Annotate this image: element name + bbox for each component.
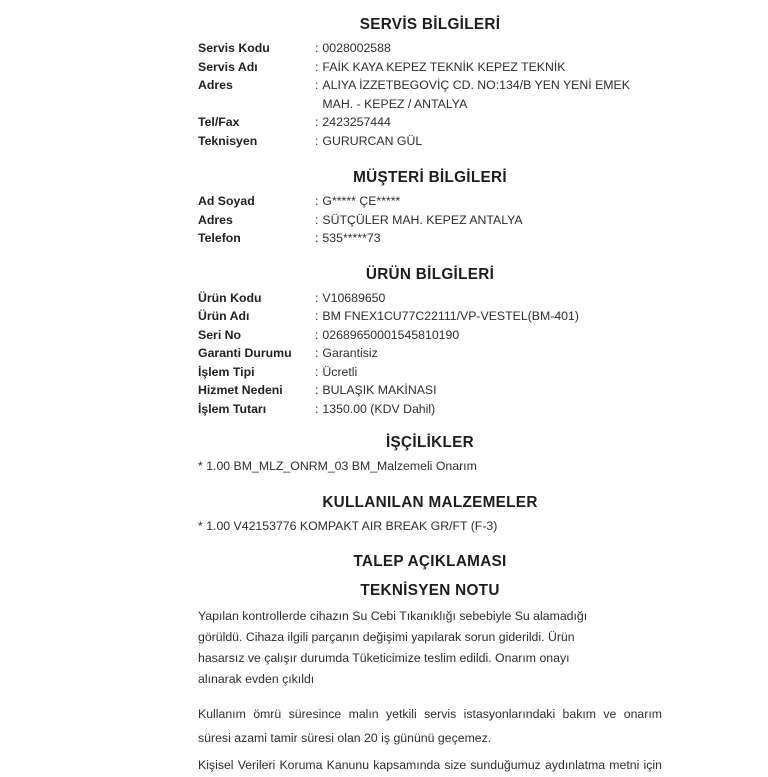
field-label: Ürün Adı	[198, 309, 250, 323]
colon-separator: :	[315, 59, 319, 74]
field-label: Tel/Fax	[198, 115, 240, 129]
row-seri-no	[198, 326, 662, 345]
field-value: Ücretli	[322, 364, 358, 379]
row-urun-kodu	[198, 289, 662, 308]
section-product-info	[198, 266, 662, 419]
colon-separator: :	[315, 383, 319, 397]
row-ad-soyad	[198, 192, 662, 211]
field-value-cell	[315, 211, 662, 230]
customer-info-title: MÜŞTERİ BİLGİLERİ	[353, 169, 507, 186]
field-label: İşlem Tutarı	[198, 401, 267, 416]
colon-separator: :	[315, 309, 319, 323]
field-value: 535*****73	[322, 231, 381, 245]
colon-separator: :	[315, 194, 319, 208]
field-label: Adres	[198, 212, 233, 227]
section-service-info	[198, 16, 662, 150]
field-value: 02689650001545810190	[322, 327, 460, 342]
colon-separator: :	[315, 41, 319, 55]
section-request-description	[198, 553, 662, 571]
technician-note-text: Yapılan kontrollerde cihazın Su Cebi Tıkanıklığı sebebiyle Su alamadığı görüldü. Cihaza ilgili parçanın değişimi yapılarak sorun giderildi. Ürün hasarsız ve çalışır durumda Tüketicimize teslim edildi. Onarım onayı alınarak evden çıkıldı	[198, 609, 588, 686]
field-value: SÜTÇÜLER MAH. KEPEZ ANTALYA	[322, 212, 523, 227]
row-hizmet-nedeni	[198, 381, 662, 400]
colon-separator: :	[315, 212, 319, 227]
field-value: BULAŞIK MAKİNASI	[322, 383, 437, 397]
row-musteri-adres	[198, 211, 662, 230]
field-value: Garantisiz	[322, 346, 378, 360]
warranty-duration-note: Kullanım ömrü süresince malın yetkili servis istasyonlarındaki bakım ve onarım süresi azami tamir süresi olan 20 iş gününü geçemez.	[198, 707, 662, 745]
service-info-rows	[198, 39, 662, 150]
kvkk-note: Kişisel Verileri Koruma Kanunu kapsamında size sunduğumuz aydınlatma metni için	[198, 758, 662, 772]
field-label: Telefon	[198, 231, 241, 245]
field-value-cell	[315, 363, 662, 382]
field-label: Hizmet Nedeni	[198, 383, 283, 397]
field-value: FAİK KAYA KEPEZ TEKNİK KEPEZ TEKNİK	[322, 59, 566, 74]
field-value-cell	[315, 192, 662, 211]
field-label: Adres	[198, 78, 233, 92]
field-value: ALIYA İZZETBEGOVİÇ CD. NO:134/B YEN YENİ EMEK MAH. - KEPEZ / ANTALYA	[322, 78, 630, 111]
section-technician-note	[198, 582, 662, 690]
field-value-cell	[315, 326, 662, 345]
row-servis-adres	[198, 76, 662, 113]
product-info-title: ÜRÜN BİLGİLERİ	[365, 265, 495, 283]
row-teknisyen	[198, 132, 662, 151]
field-label: Ad Soyad	[198, 194, 255, 208]
field-value-cell	[315, 39, 662, 58]
colon-separator: :	[315, 327, 319, 342]
field-value-cell	[315, 381, 662, 400]
row-islem-tutari	[198, 400, 662, 419]
row-urun-adi	[198, 307, 662, 326]
material-item: * 1.00 V42153776 KOMPAKT AIR BREAK GR/FT (F-3)	[198, 518, 498, 533]
field-value: 0028002588	[322, 41, 391, 55]
field-value-cell	[315, 229, 662, 248]
field-value-cell	[315, 58, 662, 77]
field-value-cell	[315, 400, 662, 419]
field-value: BM FNEX1CU77C22111/VP-VESTEL(BM-401)	[322, 309, 579, 323]
field-value-cell	[315, 344, 662, 363]
service-report	[198, 0, 662, 777]
field-value-cell	[315, 113, 662, 132]
field-value: V10689650	[322, 290, 386, 305]
field-value-cell	[315, 76, 662, 113]
service-info-title: SERVİS BİLGİLERİ	[359, 16, 501, 33]
row-telefon	[198, 229, 662, 248]
colon-separator: :	[315, 115, 319, 129]
customer-info-rows	[198, 192, 662, 248]
section-customer-info	[198, 169, 662, 248]
row-servis-adi	[198, 58, 662, 77]
field-value-cell	[315, 307, 662, 326]
section-labor	[198, 434, 662, 476]
row-islem-tipi	[198, 363, 662, 382]
colon-separator: :	[315, 231, 319, 245]
field-label: Garanti Durumu	[198, 346, 292, 360]
labor-title: İŞÇİLİKLER	[386, 434, 474, 451]
request-description-title: TALEP AÇIKLAMASI	[353, 553, 507, 570]
product-info-rows	[198, 289, 662, 419]
colon-separator: :	[315, 346, 319, 360]
field-value-cell	[315, 289, 662, 308]
materials-title: KULLANILAN MALZEMELER	[322, 493, 538, 511]
field-label: Servis Adı	[198, 59, 258, 74]
field-value: G***** ÇE*****	[322, 194, 401, 208]
section-materials	[198, 494, 662, 536]
colon-separator: :	[315, 78, 319, 92]
field-value-cell	[315, 132, 662, 151]
labor-item: * 1.00 BM_MLZ_ONRM_03 BM_Malzemeli Onarım	[198, 459, 477, 473]
field-label: Ürün Kodu	[198, 290, 262, 305]
field-label: İşlem Tipi	[198, 364, 255, 379]
field-label: Servis Kodu	[198, 41, 270, 55]
field-value: 1350.00 (KDV Dahil)	[322, 401, 436, 416]
row-tel-fax	[198, 113, 662, 132]
field-value: 2423257444	[322, 115, 391, 129]
field-value: GURURCAN GÜL	[322, 133, 423, 148]
colon-separator: :	[315, 290, 319, 305]
row-garanti-durumu	[198, 344, 662, 363]
colon-separator: :	[315, 364, 319, 379]
field-label: Teknisyen	[198, 133, 258, 148]
row-servis-kodu	[198, 39, 662, 58]
colon-separator: :	[315, 133, 319, 148]
field-label: Seri No	[198, 327, 242, 342]
technician-note-title: TEKNİSYEN NOTU	[360, 582, 500, 599]
colon-separator: :	[315, 401, 319, 416]
